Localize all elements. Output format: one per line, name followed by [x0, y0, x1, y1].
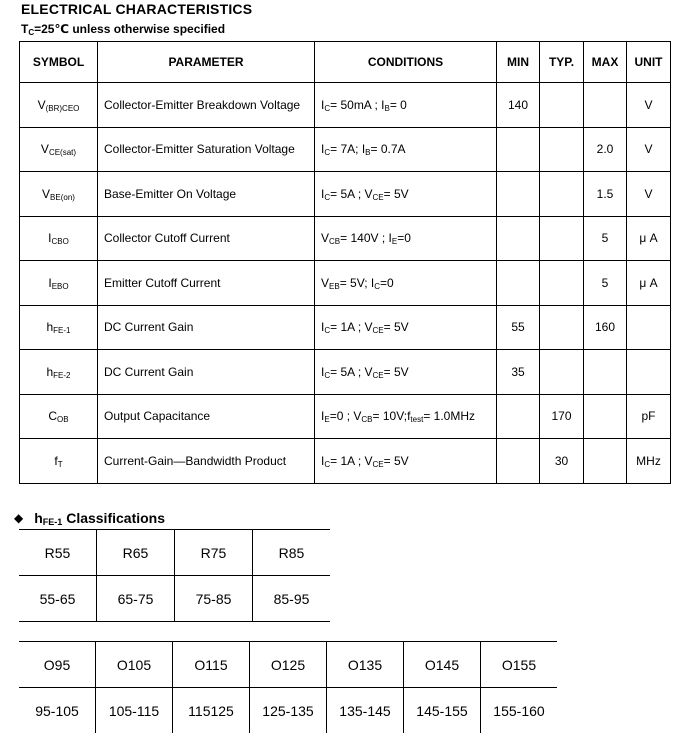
max-cell: 2.0: [584, 127, 627, 172]
rank-row: [19, 642, 557, 688]
typ-cell: [540, 127, 584, 172]
range-cell: 95-105: [19, 688, 96, 734]
unit-cell: [627, 305, 671, 350]
rank-cell: R65: [97, 530, 175, 576]
parameter-cell: DC Current Gain: [98, 350, 315, 395]
parameter-cell: Collector-Emitter Saturation Voltage: [98, 127, 315, 172]
max-cell: [584, 83, 627, 128]
conditions-cell: $I_C= 50mA$ ; $I_B= 0$: [315, 83, 497, 128]
section-title: ELECTRICAL CHARACTERISTICS: [21, 1, 253, 17]
symbol-cell: $I_{CBO}$: [20, 216, 98, 261]
electrical-characteristics-table: [19, 41, 671, 484]
table-row: [20, 439, 671, 484]
column-header-symbol: SYMBOL: [20, 42, 98, 83]
unit-cell: [627, 350, 671, 395]
symbol-cell: $C_{OB}$: [20, 394, 98, 439]
min-cell: [497, 261, 540, 306]
table-row: [20, 216, 671, 261]
range-cell: 55-65: [19, 576, 97, 622]
rank-row: [19, 530, 330, 576]
table-row: [20, 172, 671, 217]
range-cell: 105-115: [96, 688, 173, 734]
typ-cell: [540, 83, 584, 128]
column-header-parameter: PARAMETER: [98, 42, 315, 83]
parameter-cell: Collector-Emitter Breakdown Voltage: [98, 83, 315, 128]
column-header-typ: TYP.: [540, 42, 584, 83]
min-cell: [497, 216, 540, 261]
max-cell: 160: [584, 305, 627, 350]
unit-cell: V: [627, 83, 671, 128]
table-row: [20, 394, 671, 439]
symbol-cell: $V_{CE(sat)}$: [20, 127, 98, 172]
max-cell: 5: [584, 261, 627, 306]
table-body: [20, 83, 671, 484]
max-cell: 5: [584, 216, 627, 261]
classifications-heading: ◆ $h_{FE-1}$ Classifications: [14, 510, 166, 527]
symbol-cell: $I_{EBO}$: [20, 261, 98, 306]
min-cell: 35: [497, 350, 540, 395]
symbol-cell: $V_{BE(on)}$: [20, 172, 98, 217]
range-cell: 75-85: [175, 576, 253, 622]
max-cell: [584, 350, 627, 395]
rank-cell: O95: [19, 642, 96, 688]
unit-cell: V: [627, 172, 671, 217]
range-cell: 115125: [173, 688, 250, 734]
range-cell: 145-155: [404, 688, 481, 734]
classification-table-r: [19, 529, 330, 622]
parameter-cell: Base-Emitter On Voltage: [98, 172, 315, 217]
min-cell: [497, 394, 540, 439]
column-header-max: MAX: [584, 42, 627, 83]
range-cell: 65-75: [97, 576, 175, 622]
range-row: [19, 688, 557, 734]
column-header-unit: UNIT: [627, 42, 671, 83]
typ-cell: [540, 216, 584, 261]
diamond-bullet-icon: ◆: [14, 511, 24, 525]
typ-cell: [540, 261, 584, 306]
conditions-cell: $I_C= 1A$ ; $V_{CE}= 5V$: [315, 439, 497, 484]
range-cell: 85-95: [253, 576, 331, 622]
max-cell: 1.5: [584, 172, 627, 217]
unit-cell: MHz: [627, 439, 671, 484]
unit-cell: pF: [627, 394, 671, 439]
typ-cell: [540, 350, 584, 395]
max-cell: [584, 394, 627, 439]
conditions-cell: $I_C= 7A$; $I_B= 0.7A$: [315, 127, 497, 172]
table-row: [20, 350, 671, 395]
parameter-cell: DC Current Gain: [98, 305, 315, 350]
range-cell: 125-135: [250, 688, 327, 734]
rank-cell: O135: [327, 642, 404, 688]
parameter-cell: Current-Gain—Bandwidth Product: [98, 439, 315, 484]
conditions-cell: $I_C= 1A$ ; $V_{CE}= 5V$: [315, 305, 497, 350]
rank-cell: O105: [96, 642, 173, 688]
typ-cell: [540, 305, 584, 350]
column-header-min: MIN: [497, 42, 540, 83]
symbol-cell: $V_{(BR)CEO}$: [20, 83, 98, 128]
rank-cell: O155: [481, 642, 558, 688]
classification-table-o: [19, 641, 557, 733]
range-cell: 135-145: [327, 688, 404, 734]
range-row: [19, 576, 330, 622]
max-cell: [584, 439, 627, 484]
column-header-conditions: CONDITIONS: [315, 42, 497, 83]
conditions-note: $T_C=25℃$ unless otherwise specified: [21, 22, 226, 37]
unit-cell: μ A: [627, 261, 671, 306]
table-header-row: [20, 42, 671, 83]
table-row: [20, 83, 671, 128]
rank-cell: R75: [175, 530, 253, 576]
rank-cell: O125: [250, 642, 327, 688]
conditions-cell: $V_{EB}= 5V$; $I_C=0$: [315, 261, 497, 306]
rank-cell: R85: [253, 530, 331, 576]
min-cell: 55: [497, 305, 540, 350]
conditions-cell: $I_E=0$ ; $V_{CB}=$ $10V;f_{test}= 1.0MHz$: [315, 394, 497, 439]
typ-cell: 30: [540, 439, 584, 484]
rank-cell: R55: [19, 530, 97, 576]
rank-cell: O115: [173, 642, 250, 688]
conditions-cell: $I_C= 5A$ ; $V_{CE}= 5V$: [315, 350, 497, 395]
conditions-cell: $I_C= 5A$ ; $V_{CE}= 5V$: [315, 172, 497, 217]
unit-cell: μ A: [627, 216, 671, 261]
table-row: [20, 127, 671, 172]
conditions-cell: $V_{CB}= 140V$ ; $I_E=0$: [315, 216, 497, 261]
typ-cell: 170: [540, 394, 584, 439]
rank-cell: O145: [404, 642, 481, 688]
min-cell: [497, 172, 540, 217]
symbol-cell: $h_{FE-2}$: [20, 350, 98, 395]
range-cell: 155-160: [493, 702, 545, 719]
typ-cell: [540, 172, 584, 217]
min-cell: [497, 439, 540, 484]
parameter-cell: Output Capacitance: [98, 394, 315, 439]
parameter-cell: Collector Cutoff Current: [98, 216, 315, 261]
symbol-cell: $h_{FE-1}$: [20, 305, 98, 350]
parameter-cell: Emitter Cutoff Current: [98, 261, 315, 306]
symbol-cell: $f_T$: [20, 439, 98, 484]
min-cell: 140: [497, 83, 540, 128]
min-cell: [497, 127, 540, 172]
unit-cell: V: [627, 127, 671, 172]
table-row: [20, 305, 671, 350]
table-row: [20, 261, 671, 306]
